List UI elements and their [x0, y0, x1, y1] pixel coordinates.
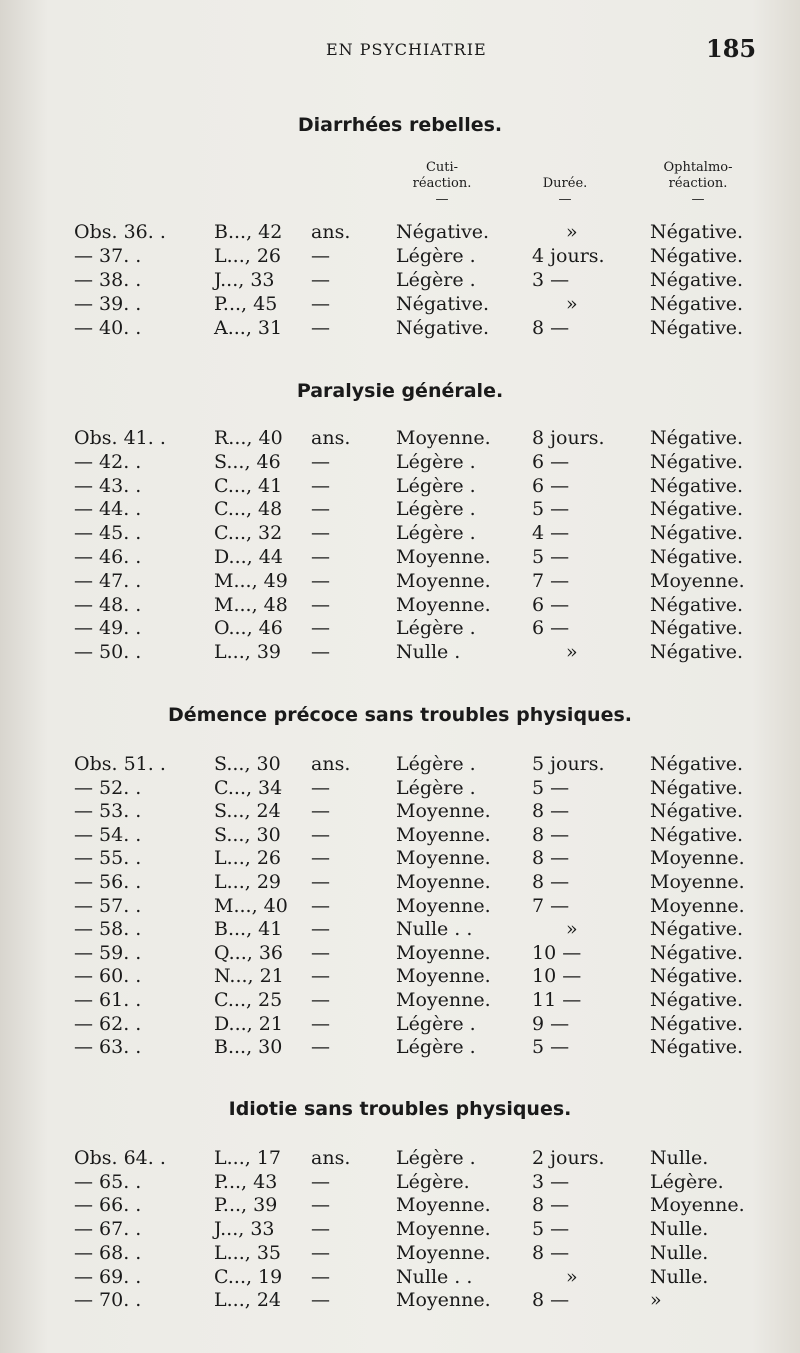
duration: 8 jours.: [532, 427, 605, 449]
patient-name-age: A..., 31: [214, 317, 283, 339]
ophtalmo-reaction: Négative.: [650, 823, 744, 846]
patient-name-age: B..., 30: [214, 1036, 283, 1059]
table-row: [0, 1288, 800, 1312]
table-row: [0, 640, 800, 664]
age-unit: —: [311, 617, 330, 640]
age-unit: ans.: [311, 221, 351, 243]
patient-name-age: N..., 21: [214, 965, 284, 988]
obs-number: Obs. 51. .: [74, 753, 166, 775]
cuti-reaction: Moyenne.: [396, 1218, 491, 1241]
patient-name-age: Q..., 36: [214, 941, 284, 964]
ophtalmo-reaction: Négative.: [650, 546, 744, 568]
cuti-reaction: Légère .: [396, 1012, 476, 1035]
table-row: [0, 1217, 800, 1241]
patient-name-age: J..., 33: [214, 1218, 275, 1241]
cuti-reaction: Moyenne.: [396, 894, 491, 917]
age-unit: —: [311, 1241, 330, 1264]
table-row: [0, 593, 800, 617]
col-head-duree-label: Durée.: [542, 176, 588, 191]
obs-number: — 53. .: [74, 800, 142, 823]
patient-name-age: B..., 42: [214, 221, 283, 243]
column-headers: [0, 160, 800, 220]
patient-name-age: C..., 19: [214, 1265, 283, 1288]
duration: »: [566, 1265, 578, 1288]
obs-number: — 70. .: [74, 1289, 142, 1312]
col-head-dash: —: [691, 192, 705, 207]
patient-name-age: L..., 26: [214, 847, 281, 870]
obs-number: — 60. .: [74, 965, 142, 988]
age-unit: —: [311, 965, 330, 988]
cuti-reaction: Légère .: [396, 498, 476, 521]
ophtalmo-reaction: Négative.: [650, 1012, 744, 1035]
age-unit: —: [311, 641, 330, 664]
cuti-reaction: Nulle . .: [396, 918, 473, 941]
age-unit: ans.: [311, 753, 351, 775]
table-row: [0, 220, 800, 244]
patient-name-age: L..., 35: [214, 1241, 281, 1264]
duration: 4 —: [532, 522, 570, 545]
table-row: [0, 1012, 800, 1036]
section-title: Idiotie sans troubles physiques.: [228, 1098, 572, 1120]
col-head-cuti-line2: réaction.: [412, 176, 472, 191]
ophtalmo-reaction: Négative.: [650, 965, 744, 988]
table-row: [0, 450, 800, 474]
patient-name-age: C..., 48: [214, 498, 283, 521]
cuti-reaction: Légère .: [396, 617, 476, 640]
table-row: [0, 894, 800, 918]
cuti-reaction: Négative.: [396, 293, 490, 315]
table-row: [0, 988, 800, 1012]
ophtalmo-reaction: Moyenne.: [650, 847, 745, 870]
cuti-reaction: Moyenne.: [396, 569, 491, 592]
duration: 8 —: [532, 1289, 570, 1312]
duration: 8 —: [532, 823, 570, 846]
ophtalmo-reaction: Négative.: [650, 593, 744, 616]
age-unit: —: [311, 871, 330, 893]
age-unit: —: [311, 823, 330, 846]
table-row: [0, 823, 800, 847]
ophtalmo-reaction: Nulle.: [650, 1241, 709, 1264]
section-title: Diarrhées rebelles.: [297, 114, 503, 136]
ophtalmo-reaction: Négative.: [650, 221, 744, 243]
cuti-reaction: Légère .: [396, 269, 476, 291]
duration: 5 jours.: [532, 753, 605, 775]
age-unit: —: [311, 918, 330, 941]
ophtalmo-reaction: Nulle.: [650, 1265, 709, 1288]
duration: 4 jours.: [532, 245, 605, 267]
age-unit: —: [311, 317, 330, 339]
cuti-reaction: Moyenne.: [396, 593, 491, 616]
cuti-reaction: Légère .: [396, 776, 476, 799]
patient-name-age: L..., 24: [214, 1289, 281, 1312]
col-head-ophtalmo-line2: réaction.: [668, 176, 728, 191]
patient-name-age: M..., 49: [214, 569, 288, 592]
duration: 6 —: [532, 450, 570, 473]
obs-number: — 62. .: [74, 1012, 142, 1035]
obs-number: — 63. .: [74, 1036, 142, 1059]
duration: 8 —: [532, 800, 570, 823]
obs-number: — 67. .: [74, 1218, 142, 1241]
duration: 5 —: [532, 776, 570, 799]
col-head-duree: [520, 160, 610, 208]
patient-name-age: B..., 41: [214, 918, 283, 941]
patient-name-age: D..., 21: [214, 1012, 283, 1035]
cuti-reaction: Moyenne.: [396, 1241, 491, 1264]
age-unit: —: [311, 522, 330, 545]
cuti-reaction: Légère .: [396, 474, 476, 497]
ophtalmo-reaction: »: [650, 1289, 662, 1312]
ophtalmo-reaction: Nulle.: [650, 1218, 709, 1241]
table-row: [0, 316, 800, 340]
patient-name-age: C..., 32: [214, 522, 283, 545]
table-row: [0, 752, 800, 776]
obs-number: Obs. 36. .: [74, 221, 166, 243]
ophtalmo-reaction: Négative.: [650, 522, 744, 545]
age-unit: —: [311, 989, 330, 1011]
col-head-dash: —: [435, 192, 449, 207]
table-row: [0, 616, 800, 640]
patient-name-age: C..., 34: [214, 776, 283, 799]
duration: 6 —: [532, 593, 570, 616]
age-unit: —: [311, 1265, 330, 1288]
cuti-reaction: Négative.: [396, 317, 490, 339]
duration: »: [566, 293, 578, 315]
patient-name-age: M..., 40: [214, 894, 288, 917]
age-unit: —: [311, 1289, 330, 1312]
age-unit: —: [311, 269, 330, 291]
cuti-reaction: Moyenne.: [396, 847, 491, 870]
table-row: [0, 268, 800, 292]
duration: 6 —: [532, 474, 570, 497]
table-row: [0, 1265, 800, 1289]
table-row: [0, 474, 800, 498]
ophtalmo-reaction: Négative.: [650, 641, 744, 664]
duration: 2 jours.: [532, 1147, 605, 1169]
duration: 7 —: [532, 894, 570, 917]
duration: 11 —: [532, 989, 582, 1011]
cuti-reaction: Légère .: [396, 245, 476, 267]
obs-number: — 59. .: [74, 941, 142, 964]
age-unit: —: [311, 776, 330, 799]
patient-name-age: L..., 26: [214, 245, 281, 267]
ophtalmo-reaction: Moyenne.: [650, 569, 745, 592]
table-row: [0, 776, 800, 800]
cuti-reaction: Légère .: [396, 1147, 476, 1169]
obs-number: — 55. .: [74, 847, 142, 870]
cuti-reaction: Légère.: [396, 1170, 470, 1193]
obs-number: — 40. .: [74, 317, 142, 339]
duration: 8 —: [532, 317, 570, 339]
age-unit: —: [311, 498, 330, 521]
ophtalmo-reaction: Négative.: [650, 293, 744, 315]
age-unit: —: [311, 593, 330, 616]
table-row: [0, 1193, 800, 1217]
ophtalmo-reaction: Négative.: [650, 245, 744, 267]
obs-number: — 66. .: [74, 1194, 142, 1217]
obs-number: — 37. .: [74, 245, 142, 267]
cuti-reaction: Moyenne.: [396, 546, 491, 568]
ophtalmo-reaction: Négative.: [650, 941, 744, 964]
cuti-reaction: Nulle . .: [396, 1265, 473, 1288]
patient-name-age: P..., 43: [214, 1170, 278, 1193]
ophtalmo-reaction: Négative.: [650, 427, 744, 449]
duration: 3 —: [532, 269, 570, 291]
cuti-reaction: Moyenne.: [396, 800, 491, 823]
obs-number: Obs. 41. .: [74, 427, 166, 449]
duration: 6 —: [532, 617, 570, 640]
ophtalmo-reaction: Négative.: [650, 918, 744, 941]
patient-name-age: S..., 30: [214, 823, 281, 846]
duration: 3 —: [532, 1170, 570, 1193]
col-head-cuti: [392, 160, 492, 208]
ophtalmo-reaction: Négative.: [650, 800, 744, 823]
col-head-ophtalmo: [646, 160, 750, 208]
cuti-reaction: Négative.: [396, 221, 490, 243]
obs-number: — 48. .: [74, 593, 142, 616]
obs-number: — 46. .: [74, 546, 142, 568]
cuti-reaction: Légère .: [396, 450, 476, 473]
running-head: EN PSYCHIATRIE: [326, 40, 487, 59]
col-head-dash: —: [558, 192, 572, 207]
obs-number: — 50. .: [74, 641, 142, 664]
patient-name-age: O..., 46: [214, 617, 283, 640]
cuti-reaction: Moyenne.: [396, 823, 491, 846]
obs-number: — 65. .: [74, 1170, 142, 1193]
duration: 8 —: [532, 1241, 570, 1264]
table-row: [0, 497, 800, 521]
table-row: [0, 964, 800, 988]
table-row: [0, 292, 800, 316]
duration: 8 —: [532, 847, 570, 870]
patient-name-age: L..., 39: [214, 641, 281, 664]
obs-number: — 47. .: [74, 569, 142, 592]
duration: 10 —: [532, 965, 582, 988]
ophtalmo-reaction: Négative.: [650, 498, 744, 521]
cuti-reaction: Moyenne.: [396, 1289, 491, 1312]
section-title: Démence précoce sans troubles physiques.: [168, 704, 632, 726]
duration: »: [566, 221, 578, 243]
table-row: [0, 1146, 800, 1170]
ophtalmo-reaction: Négative.: [650, 317, 744, 339]
age-unit: —: [311, 941, 330, 964]
table-row: [0, 244, 800, 268]
age-unit: ans.: [311, 427, 351, 449]
patient-name-age: P..., 45: [214, 293, 278, 315]
table-row: [0, 1241, 800, 1265]
age-unit: —: [311, 569, 330, 592]
patient-name-age: C..., 25: [214, 989, 283, 1011]
ophtalmo-reaction: Moyenne.: [650, 871, 745, 893]
age-unit: —: [311, 1012, 330, 1035]
table-row: [0, 941, 800, 965]
cuti-reaction: Légère .: [396, 522, 476, 545]
cuti-reaction: Moyenne.: [396, 965, 491, 988]
patient-name-age: D..., 44: [214, 546, 283, 568]
obs-number: — 56. .: [74, 871, 142, 893]
obs-number: — 44. .: [74, 498, 142, 521]
cuti-reaction: Moyenne.: [396, 989, 491, 1011]
patient-name-age: R..., 40: [214, 427, 283, 449]
obs-number: — 52. .: [74, 776, 142, 799]
page-header: [0, 34, 800, 68]
table-row: [0, 846, 800, 870]
duration: 5 —: [532, 498, 570, 521]
duration: 8 —: [532, 1194, 570, 1217]
patient-name-age: C..., 41: [214, 474, 283, 497]
cuti-reaction: Légère .: [396, 1036, 476, 1059]
patient-name-age: M..., 48: [214, 593, 288, 616]
duration: 7 —: [532, 569, 570, 592]
age-unit: —: [311, 1036, 330, 1059]
section-title: Paralysie générale.: [296, 380, 504, 402]
age-unit: —: [311, 474, 330, 497]
cuti-reaction: Moyenne.: [396, 427, 491, 449]
table-row: [0, 521, 800, 545]
patient-name-age: S..., 30: [214, 753, 281, 775]
obs-number: — 54. .: [74, 823, 142, 846]
patient-name-age: L..., 17: [214, 1147, 281, 1169]
duration: 10 —: [532, 941, 582, 964]
duration: 5 —: [532, 546, 570, 568]
col-head-ophtalmo-line1: Ophtalmo-: [663, 160, 733, 175]
ophtalmo-reaction: Moyenne.: [650, 894, 745, 917]
age-unit: ans.: [311, 1147, 351, 1169]
age-unit: —: [311, 245, 330, 267]
page-number: 185: [706, 34, 757, 63]
patient-name-age: P..., 39: [214, 1194, 278, 1217]
obs-number: — 38. .: [74, 269, 142, 291]
table-row: [0, 917, 800, 941]
patient-name-age: J..., 33: [214, 269, 275, 291]
obs-number: — 61. .: [74, 989, 142, 1011]
age-unit: —: [311, 894, 330, 917]
duration: »: [566, 918, 578, 941]
patient-name-age: S..., 24: [214, 800, 281, 823]
obs-number: — 45. .: [74, 522, 142, 545]
duration: 5 —: [532, 1036, 570, 1059]
col-head-cuti-line1: Cuti-: [425, 160, 459, 175]
age-unit: —: [311, 1194, 330, 1217]
table-row: [0, 569, 800, 593]
age-unit: —: [311, 546, 330, 568]
patient-name-age: S..., 46: [214, 450, 281, 473]
cuti-reaction: Moyenne.: [396, 871, 491, 893]
obs-number: — 43. .: [74, 474, 142, 497]
obs-number: — 57. .: [74, 894, 142, 917]
table-row: [0, 870, 800, 894]
ophtalmo-reaction: Négative.: [650, 450, 744, 473]
obs-number: — 42. .: [74, 450, 142, 473]
ophtalmo-reaction: Négative.: [650, 269, 744, 291]
age-unit: —: [311, 1170, 330, 1193]
obs-number: — 58. .: [74, 918, 142, 941]
obs-number: — 49. .: [74, 617, 142, 640]
ophtalmo-reaction: Négative.: [650, 989, 744, 1011]
ophtalmo-reaction: Négative.: [650, 753, 744, 775]
duration: »: [566, 641, 578, 664]
cuti-reaction: Légère .: [396, 753, 476, 775]
obs-number: — 68. .: [74, 1241, 142, 1264]
duration: 9 —: [532, 1012, 570, 1035]
ophtalmo-reaction: Moyenne.: [650, 1194, 745, 1217]
ophtalmo-reaction: Négative.: [650, 1036, 744, 1059]
duration: 5 —: [532, 1218, 570, 1241]
table-row: [0, 799, 800, 823]
ophtalmo-reaction: Négative.: [650, 776, 744, 799]
cuti-reaction: Moyenne.: [396, 1194, 491, 1217]
table-row: [0, 1170, 800, 1194]
patient-name-age: L..., 29: [214, 871, 281, 893]
table-row: [0, 545, 800, 569]
cuti-reaction: Nulle .: [396, 641, 461, 664]
ophtalmo-reaction: Nulle.: [650, 1147, 709, 1169]
age-unit: —: [311, 800, 330, 823]
age-unit: —: [311, 847, 330, 870]
obs-number: — 69. .: [74, 1265, 142, 1288]
table-row: [0, 426, 800, 450]
cuti-reaction: Moyenne.: [396, 941, 491, 964]
age-unit: —: [311, 293, 330, 315]
obs-number: Obs. 64. .: [74, 1147, 166, 1169]
age-unit: —: [311, 450, 330, 473]
age-unit: —: [311, 1218, 330, 1241]
obs-number: — 39. .: [74, 293, 142, 315]
duration: 8 —: [532, 871, 570, 893]
table-row: [0, 1035, 800, 1059]
ophtalmo-reaction: Négative.: [650, 617, 744, 640]
ophtalmo-reaction: Légère.: [650, 1170, 724, 1193]
ophtalmo-reaction: Négative.: [650, 474, 744, 497]
